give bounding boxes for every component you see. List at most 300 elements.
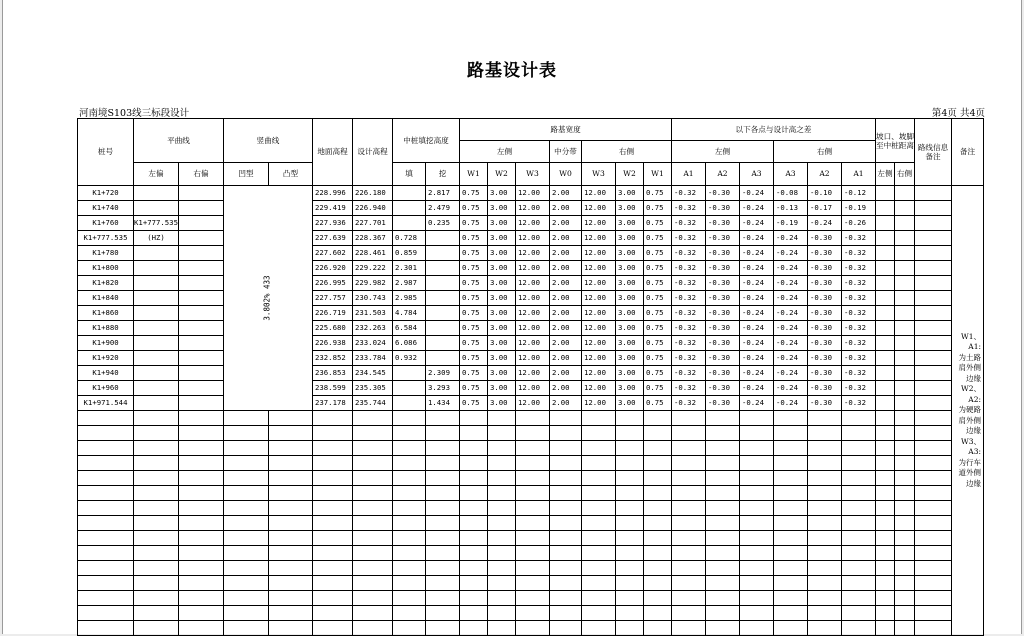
table-row: [78, 336, 984, 351]
station-cell: K1+740: [78, 201, 134, 216]
width-cell: 12.00: [516, 261, 550, 276]
width-cell: [582, 621, 616, 636]
ground-elevation-cell: 236.853: [313, 366, 353, 381]
height-diff-cell: -0.30: [808, 231, 842, 246]
table-row: [78, 351, 984, 366]
convex-cell: [269, 456, 313, 471]
fill-cell: [393, 186, 426, 201]
slope-left-cell: [876, 276, 895, 291]
height-diff-cell: -0.30: [706, 216, 740, 231]
table-row: [78, 531, 984, 546]
height-diff-cell: -0.30: [808, 261, 842, 276]
cut-cell: [426, 516, 460, 531]
height-diff-cell: -0.32: [672, 351, 706, 366]
width-cell: 0.75: [460, 396, 488, 411]
width-cell: [644, 606, 672, 621]
height-diff-cell: -0.30: [808, 246, 842, 261]
slope-left-cell: [876, 426, 895, 441]
route-info-cell: [915, 351, 952, 366]
width-cell: 3.00: [616, 366, 644, 381]
width-cell: [516, 441, 550, 456]
header-height-diff: 以下各点与设计高之差: [672, 119, 876, 141]
right-offset-cell: [179, 261, 224, 276]
width-cell: [460, 501, 488, 516]
width-cell: 12.00: [516, 336, 550, 351]
slope-left-cell: [876, 561, 895, 576]
remark-line: W3、A3:: [961, 436, 981, 457]
width-cell: [550, 516, 582, 531]
station-cell: K1+920: [78, 351, 134, 366]
left-offset-cell: [134, 261, 179, 276]
left-offset-cell: [134, 531, 179, 546]
ground-elevation-cell: [313, 486, 353, 501]
station-cell: [78, 606, 134, 621]
fill-cell: 4.784: [393, 306, 426, 321]
header-w3-left: W3: [516, 163, 550, 186]
station-cell: K1+900: [78, 336, 134, 351]
width-cell: [616, 546, 644, 561]
station-cell: K1+720: [78, 186, 134, 201]
width-cell: [488, 456, 516, 471]
width-cell: 3.00: [488, 216, 516, 231]
width-cell: [582, 426, 616, 441]
height-diff-cell: [740, 621, 774, 636]
height-diff-cell: -0.32: [842, 306, 876, 321]
ground-elevation-cell: 225.680: [313, 321, 353, 336]
height-diff-cell: [740, 531, 774, 546]
header-ground-elevation: 地面高程: [313, 119, 353, 186]
slope-right-cell: [895, 426, 915, 441]
concave-cell: [224, 426, 269, 441]
header-slope-distance: 坡口、坡脚至中桩距离: [876, 119, 915, 163]
ground-elevation-cell: 238.599: [313, 381, 353, 396]
slope-right-cell: [895, 531, 915, 546]
slope-left-cell: [876, 291, 895, 306]
height-diff-cell: -0.32: [672, 306, 706, 321]
width-cell: [616, 471, 644, 486]
width-cell: [488, 486, 516, 501]
width-cell: [616, 621, 644, 636]
cut-cell: [426, 291, 460, 306]
slope-right-cell: [895, 441, 915, 456]
right-offset-cell: [179, 276, 224, 291]
slope-right-cell: [895, 576, 915, 591]
height-diff-cell: -0.32: [672, 246, 706, 261]
slope-right-cell: [895, 336, 915, 351]
width-cell: [644, 561, 672, 576]
height-diff-cell: [706, 621, 740, 636]
remark-line: 肩外侧: [958, 415, 981, 425]
width-cell: [616, 516, 644, 531]
width-cell: 3.00: [616, 216, 644, 231]
width-cell: 0.75: [644, 231, 672, 246]
width-cell: 2.00: [550, 201, 582, 216]
cut-cell: [426, 546, 460, 561]
height-diff-cell: -0.26: [842, 216, 876, 231]
route-info-cell: [915, 336, 952, 351]
width-cell: [644, 621, 672, 636]
height-diff-cell: [774, 621, 808, 636]
height-diff-cell: [808, 471, 842, 486]
height-diff-cell: [706, 591, 740, 606]
ground-elevation-cell: [313, 501, 353, 516]
width-cell: 0.75: [460, 321, 488, 336]
width-cell: 3.00: [616, 201, 644, 216]
width-cell: [516, 456, 550, 471]
height-diff-cell: -0.30: [808, 336, 842, 351]
width-cell: 12.00: [516, 276, 550, 291]
height-diff-cell: -0.32: [842, 291, 876, 306]
concave-cell: [224, 516, 269, 531]
height-diff-cell: -0.32: [672, 336, 706, 351]
fill-cell: [393, 411, 426, 426]
design-elevation-cell: [353, 516, 393, 531]
width-cell: 2.00: [550, 396, 582, 411]
width-cell: [516, 546, 550, 561]
height-diff-cell: -0.32: [672, 321, 706, 336]
width-cell: 3.00: [616, 321, 644, 336]
page-number: 第4页 共4页: [931, 108, 985, 119]
station-cell: [78, 531, 134, 546]
design-elevation-cell: [353, 411, 393, 426]
header-median: 中分带: [550, 141, 582, 163]
width-cell: [550, 441, 582, 456]
remark-line: 为行车: [958, 457, 981, 467]
height-diff-cell: [740, 426, 774, 441]
left-offset-cell: [134, 411, 179, 426]
left-offset-cell: [134, 576, 179, 591]
width-cell: 0.75: [644, 351, 672, 366]
table-header: [78, 119, 984, 186]
height-diff-cell: -0.32: [672, 366, 706, 381]
width-cell: 12.00: [582, 246, 616, 261]
station-cell: K1+880: [78, 321, 134, 336]
width-cell: 12.00: [582, 216, 616, 231]
concave-cell: [224, 606, 269, 621]
table-row: [78, 441, 984, 456]
height-diff-cell: [842, 471, 876, 486]
convex-cell: [269, 426, 313, 441]
route-info-cell: [915, 291, 952, 306]
height-diff-cell: -0.24: [740, 396, 774, 411]
design-elevation-cell: 229.222: [353, 261, 393, 276]
table-row: [78, 366, 984, 381]
left-offset-cell: [134, 561, 179, 576]
height-diff-cell: -0.32: [672, 201, 706, 216]
slope-left-cell: [876, 546, 895, 561]
roadbed-design-table: [77, 118, 984, 636]
fill-cell: [393, 621, 426, 636]
height-diff-cell: [672, 561, 706, 576]
header-a-right-side: 右侧: [774, 141, 876, 163]
cut-cell: 3.293: [426, 381, 460, 396]
header-left-side: 左侧: [460, 141, 550, 163]
convex-cell: [269, 531, 313, 546]
ground-elevation-cell: [313, 561, 353, 576]
height-diff-cell: [808, 516, 842, 531]
width-cell: 12.00: [516, 291, 550, 306]
concave-cell: [224, 471, 269, 486]
slope-right-cell: [895, 396, 915, 411]
height-diff-cell: -0.24: [774, 306, 808, 321]
slope-right-cell: [895, 471, 915, 486]
width-cell: [644, 426, 672, 441]
slope-left-cell: [876, 441, 895, 456]
width-cell: 0.75: [460, 246, 488, 261]
slope-left-cell: [876, 501, 895, 516]
width-cell: 3.00: [616, 381, 644, 396]
height-diff-cell: -0.24: [774, 351, 808, 366]
height-diff-cell: [808, 441, 842, 456]
width-cell: [616, 486, 644, 501]
height-diff-cell: -0.24: [740, 336, 774, 351]
height-diff-cell: [740, 501, 774, 516]
width-cell: [550, 591, 582, 606]
height-diff-cell: -0.30: [808, 381, 842, 396]
height-diff-cell: -0.30: [706, 201, 740, 216]
left-offset-cell: [134, 381, 179, 396]
route-info-cell: [915, 231, 952, 246]
height-diff-cell: -0.32: [672, 186, 706, 201]
ground-elevation-cell: 226.719: [313, 306, 353, 321]
route-info-cell: [915, 201, 952, 216]
width-cell: 0.75: [644, 216, 672, 231]
table-row: [78, 246, 984, 261]
cut-cell: 2.309: [426, 366, 460, 381]
fill-cell: [393, 531, 426, 546]
table-row: [78, 216, 984, 231]
fill-cell: [393, 501, 426, 516]
slope-left-cell: [876, 321, 895, 336]
ground-elevation-cell: 226.995: [313, 276, 353, 291]
height-diff-cell: -0.24: [740, 276, 774, 291]
design-elevation-cell: 228.367: [353, 231, 393, 246]
height-diff-cell: -0.30: [808, 321, 842, 336]
cut-cell: [426, 246, 460, 261]
width-cell: [550, 486, 582, 501]
width-cell: [516, 471, 550, 486]
width-cell: [488, 576, 516, 591]
cut-cell: [426, 411, 460, 426]
width-cell: [488, 621, 516, 636]
design-elevation-cell: [353, 441, 393, 456]
slope-right-cell: [895, 546, 915, 561]
width-cell: [488, 411, 516, 426]
slope-left-cell: [876, 186, 895, 201]
height-diff-cell: [672, 456, 706, 471]
height-diff-cell: -0.30: [808, 291, 842, 306]
height-diff-cell: [706, 501, 740, 516]
remark-line: W2、A2:: [961, 384, 981, 404]
fill-cell: 6.086: [393, 336, 426, 351]
width-cell: [488, 426, 516, 441]
right-offset-cell: [179, 321, 224, 336]
width-cell: 12.00: [582, 231, 616, 246]
right-offset-cell: [179, 336, 224, 351]
left-offset-cell: [134, 516, 179, 531]
slope-left-cell: [876, 396, 895, 411]
height-diff-cell: -0.30: [706, 381, 740, 396]
design-elevation-cell: 231.503: [353, 306, 393, 321]
height-diff-cell: [774, 486, 808, 501]
convex-cell: [269, 576, 313, 591]
fill-cell: 2.301: [393, 261, 426, 276]
height-diff-cell: [706, 606, 740, 621]
convex-cell: [269, 411, 313, 426]
slope-right-cell: [895, 621, 915, 636]
station-cell: [78, 441, 134, 456]
left-offset-cell: [134, 501, 179, 516]
fill-cell: [393, 471, 426, 486]
fill-cell: [393, 591, 426, 606]
concave-cell: [224, 411, 269, 426]
height-diff-cell: [672, 576, 706, 591]
ground-elevation-cell: [313, 411, 353, 426]
width-cell: [460, 486, 488, 501]
width-cell: [488, 531, 516, 546]
page-title: 路基设计表: [467, 61, 557, 81]
height-diff-cell: [740, 591, 774, 606]
station-cell: K1+820: [78, 276, 134, 291]
station-cell: K1+760: [78, 216, 134, 231]
width-cell: [644, 516, 672, 531]
width-cell: [460, 441, 488, 456]
table-row: [78, 591, 984, 606]
design-elevation-cell: [353, 621, 393, 636]
table-row: [78, 516, 984, 531]
slope-left-cell: [876, 201, 895, 216]
height-diff-cell: [774, 516, 808, 531]
fill-cell: [393, 546, 426, 561]
right-offset-cell: [179, 396, 224, 411]
width-cell: 12.00: [516, 366, 550, 381]
station-cell: [78, 561, 134, 576]
height-diff-cell: [706, 426, 740, 441]
height-diff-cell: [672, 486, 706, 501]
height-diff-cell: [808, 456, 842, 471]
height-diff-cell: [808, 576, 842, 591]
width-cell: 12.00: [582, 336, 616, 351]
design-elevation-cell: [353, 561, 393, 576]
right-offset-cell: [179, 291, 224, 306]
fill-cell: [393, 216, 426, 231]
fill-cell: [393, 366, 426, 381]
width-cell: [582, 501, 616, 516]
width-cell: 3.00: [616, 306, 644, 321]
width-cell: [460, 621, 488, 636]
concave-cell: [224, 501, 269, 516]
table-row: [78, 396, 984, 411]
width-cell: [516, 516, 550, 531]
concave-cell: [224, 486, 269, 501]
height-diff-cell: [808, 546, 842, 561]
table-row: [78, 306, 984, 321]
width-cell: [460, 606, 488, 621]
fill-cell: [393, 456, 426, 471]
route-info-cell: [915, 441, 952, 456]
height-diff-cell: -0.24: [740, 306, 774, 321]
right-offset-cell: [179, 471, 224, 486]
fill-cell: 2.985: [393, 291, 426, 306]
height-diff-cell: [808, 411, 842, 426]
vertical-curve-cell: [224, 186, 313, 411]
width-cell: [460, 576, 488, 591]
header-w0: W0: [550, 163, 582, 186]
right-offset-cell: [179, 516, 224, 531]
slope-right-cell: [895, 291, 915, 306]
right-offset-cell: [179, 351, 224, 366]
width-cell: [582, 486, 616, 501]
ground-elevation-cell: [313, 621, 353, 636]
ground-elevation-cell: 229.419: [313, 201, 353, 216]
station-cell: [78, 516, 134, 531]
slope-right-cell: [895, 381, 915, 396]
height-diff-cell: -0.32: [842, 276, 876, 291]
height-diff-cell: -0.32: [672, 381, 706, 396]
height-diff-cell: -0.32: [842, 381, 876, 396]
right-offset-cell: [179, 546, 224, 561]
slope-right-cell: [895, 306, 915, 321]
concave-cell: [224, 621, 269, 636]
width-cell: 2.00: [550, 291, 582, 306]
height-diff-cell: -0.32: [842, 366, 876, 381]
header-a-left-side: 左侧: [672, 141, 774, 163]
slope-right-cell: [895, 351, 915, 366]
width-cell: 3.00: [488, 291, 516, 306]
table-row: [78, 546, 984, 561]
height-diff-cell: [808, 621, 842, 636]
width-cell: 12.00: [582, 396, 616, 411]
height-diff-cell: [774, 501, 808, 516]
cut-cell: [426, 336, 460, 351]
design-elevation-cell: [353, 591, 393, 606]
width-cell: [488, 471, 516, 486]
width-cell: [460, 411, 488, 426]
design-elevation-cell: 233.784: [353, 351, 393, 366]
design-elevation-cell: [353, 576, 393, 591]
ground-elevation-cell: 226.920: [313, 261, 353, 276]
header-concave: 凹型: [224, 163, 269, 186]
height-diff-cell: [706, 531, 740, 546]
right-offset-cell: [179, 486, 224, 501]
cut-cell: [426, 456, 460, 471]
design-elevation-cell: [353, 606, 393, 621]
header-cut: 挖: [426, 163, 460, 186]
width-cell: [582, 546, 616, 561]
width-cell: 12.00: [582, 186, 616, 201]
width-cell: 0.75: [460, 351, 488, 366]
ground-elevation-cell: [313, 456, 353, 471]
height-diff-cell: -0.30: [706, 366, 740, 381]
slope-right-cell: [895, 246, 915, 261]
height-diff-cell: [774, 456, 808, 471]
width-cell: 12.00: [516, 381, 550, 396]
height-diff-cell: [808, 501, 842, 516]
slope-left-cell: [876, 486, 895, 501]
width-cell: [582, 411, 616, 426]
height-diff-cell: -0.24: [774, 381, 808, 396]
height-diff-cell: -0.30: [808, 306, 842, 321]
width-cell: 2.00: [550, 246, 582, 261]
height-diff-cell: [842, 621, 876, 636]
remark-line: W1、A1:: [961, 331, 981, 352]
height-diff-cell: -0.30: [706, 246, 740, 261]
fill-cell: 0.932: [393, 351, 426, 366]
header-horizontal-curve: 平曲线: [134, 119, 224, 163]
width-cell: [488, 561, 516, 576]
height-diff-cell: -0.24: [740, 246, 774, 261]
right-offset-cell: [179, 186, 224, 201]
